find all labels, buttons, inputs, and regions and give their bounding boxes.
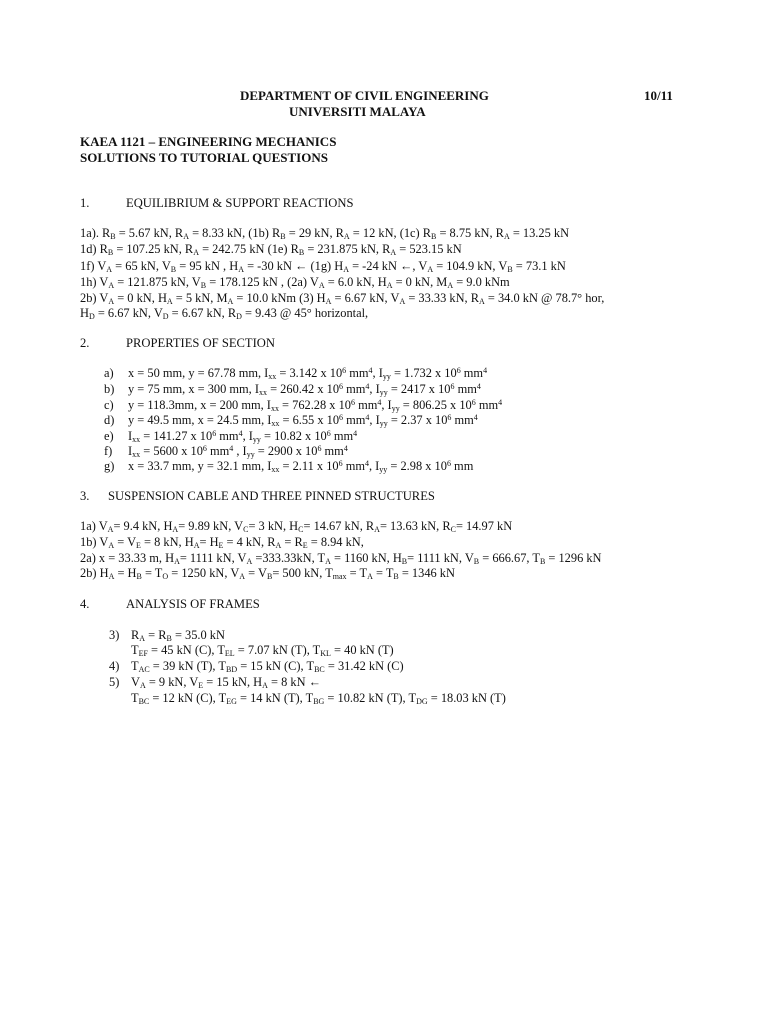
item-label: d) [104,413,115,427]
section-title: EQUILIBRIUM & SUPPORT REACTIONS [126,196,354,210]
item-label: 3) [109,628,120,642]
item-label: f) [104,444,113,458]
item-text: x = 50 mm, y = 67.78 mm, $I_{xx} = 3.142$ x $10^6$ $mm^4$, $I_{yy} = 1.732$ x $10^6$ $mm^4$ [128,366,488,381]
list-item [104,366,487,381]
list-item [109,628,225,643]
section-number: 3. [80,489,90,503]
item-text: y = 75 mm, x = 300 mm, $I_{xx} = 260.42$ x $10^6$ $mm^4$, $I_{yy} = 2417$ x $10^6$ $mm^4$ [128,382,481,397]
item-label: b) [104,382,115,396]
section-title: ANALYSIS OF FRAMES [126,597,260,611]
list-item [104,398,502,413]
section-heading [80,196,353,211]
answer-line: 1a) $V_A= 9.4$ kN, $H_A= 9.89$ kN, $V_C= 3$ kN, $H_C= 14.67$ kN, $R_A= 13.63$ kN, $R_C= 14.97$ kN [80,519,513,534]
list-item [104,429,357,444]
answer-line: 1b) $V_A = V_E = 8$ kN, $H_A= H_E = 4$ kN, $R_A = R_E = 8.94$ kN, [80,535,364,550]
item-text: $V_A = 9$ kN, $V_E = 15$ kN, $H_A = 8$ kN ← [131,675,322,690]
item-text: $I_{xx} = 5600$ x $10^6$ $mm^4$ , $I_{yy} = 2900$ x $10^6$ $mm^4$ [128,444,348,459]
section-heading [80,336,275,351]
list-item [104,382,481,397]
section-title: SUSPENSION CABLE AND THREE PINNED STRUCTURES [108,489,435,503]
section-title: PROPERTIES OF SECTION [126,336,275,350]
section-number: 1. [80,196,90,210]
item-label: a) [104,366,114,380]
item-label: e) [104,429,114,443]
list-item [109,691,506,706]
answer-line: 1h) $V_A = 121.875$ kN, $V_B = 178.125$ kN , (2a) $V_A = 6.0$ kN, $H_A = 0$ kN, $M_A = 9.0$ kNm [80,275,510,290]
item-text: $T_{BC} = 12$ kN (C), $T_{EG} = 14$ kN (T), $T_{BG} = 10.82$ kN (T), $T_{DG} = 18.03$ kN (T) [131,691,506,706]
item-label: 5) [109,675,120,689]
list-item [104,459,473,474]
item-text: $T_{EF} = 45$ kN (C), $T_{EL} = 7.07$ kN (T), $T_{KL} = 40$ kN (T) [131,643,394,658]
answer-line: 1d) $R_B = 107.25$ kN, $R_A = 242.75$ kN (1e) $R_B = 231.875$ kN, $R_A = 523.15$ kN [80,242,462,257]
item-text: $T_{AC} = 39$ kN (T), $T_{BD} = 15$ kN (C), $T_{BC} = 31.42$ kN (C) [131,659,404,674]
item-text: $I_{xx} = 141.27$ x $10^6$ $mm^4$, $I_{yy} = 10.82$ x $10^6$ $mm^4$ [128,429,358,444]
item-label: 4) [109,659,120,673]
answer-line: 2b) $V_A = 0$ kN, $H_A = 5$ kN, $M_A = 10.0$ kNm (3) $H_A = 6.67$ kN, $V_A = 33.33$ kN, $R_A = 34.0$ kN @ 78.7° hor, [80,291,605,306]
document-subtitle: SOLUTIONS TO TUTORIAL QUESTIONS [80,150,328,165]
item-text: x = 33.7 mm, y = 32.1 mm, $I_{xx} = 2.11$ x $10^6$ $mm^4$, $I_{yy} = 2.98$ x $10^6$ mm [128,459,474,474]
list-item [104,413,478,428]
answer-line: $H_D = 6.67$ kN, $V_D = 6.67$ kN, $R_D = 9.43$ @ 45° horizontal, [80,306,369,321]
course-title: KAEA 1121 – ENGINEERING MECHANICS [80,134,337,149]
answer-line: 2a) x = 33.33 m, $H_A= 1111$ kN, $V_A =333.33kN$, $T_A = 1160$ kN, $H_B= 1111$ kN, $V_B = 666.67$, $T_B = 1296$ kN [80,551,602,566]
answer-line: 1f) $V_A = 65$ kN, $V_B = 95$ kN , $H_A = -30$ kN ← (1g) $H_A = -24$ kN ←, $V_A = 104.9$ kN, $V_B = 73.1$ kN [80,259,566,274]
list-item [104,444,348,459]
session-label: 10/11 [644,88,673,103]
item-text: y = 49.5 mm, x = 24.5 mm, $I_{xx} = 6.55$ x $10^6$ $mm^4$, $I_{yy} = 2.37$ x $10^6$ $mm^4$ [128,413,478,428]
item-text: y = 118.3mm, x = 200 mm, $I_{xx} = 762.28$ x $10^6$ $mm^4$, $I_{yy} = 806.25$ x $10^6$ $mm^4$ [128,398,503,413]
university-heading: UNIVERSITI MALAYA [289,104,426,119]
list-item [109,675,321,690]
item-label: g) [104,459,115,473]
item-label: c) [104,398,114,412]
list-item [109,643,394,658]
answer-line: 1a). $R_B = 5.67$ kN, $R_A = 8.33$ kN, (1b) $R_B = 29$ kN, $R_A = 12$ kN, (1c) $R_B = 8.75$ kN, $R_A = 13.25$ kN [80,226,570,241]
item-text: $R_A = R_B = 35.0$ kN [131,628,225,643]
section-number: 4. [80,597,90,611]
section-heading [80,489,435,504]
section-number: 2. [80,336,90,350]
department-heading: DEPARTMENT OF CIVIL ENGINEERING [240,88,489,103]
section-heading [80,597,260,612]
answer-line: 2b) $H_A = H_B = T_O = 1250$ kN, $V_A = V_B= 500$ kN, $T_{max} = T_A = T_B = 1346$ kN [80,566,455,581]
list-item [109,659,404,674]
